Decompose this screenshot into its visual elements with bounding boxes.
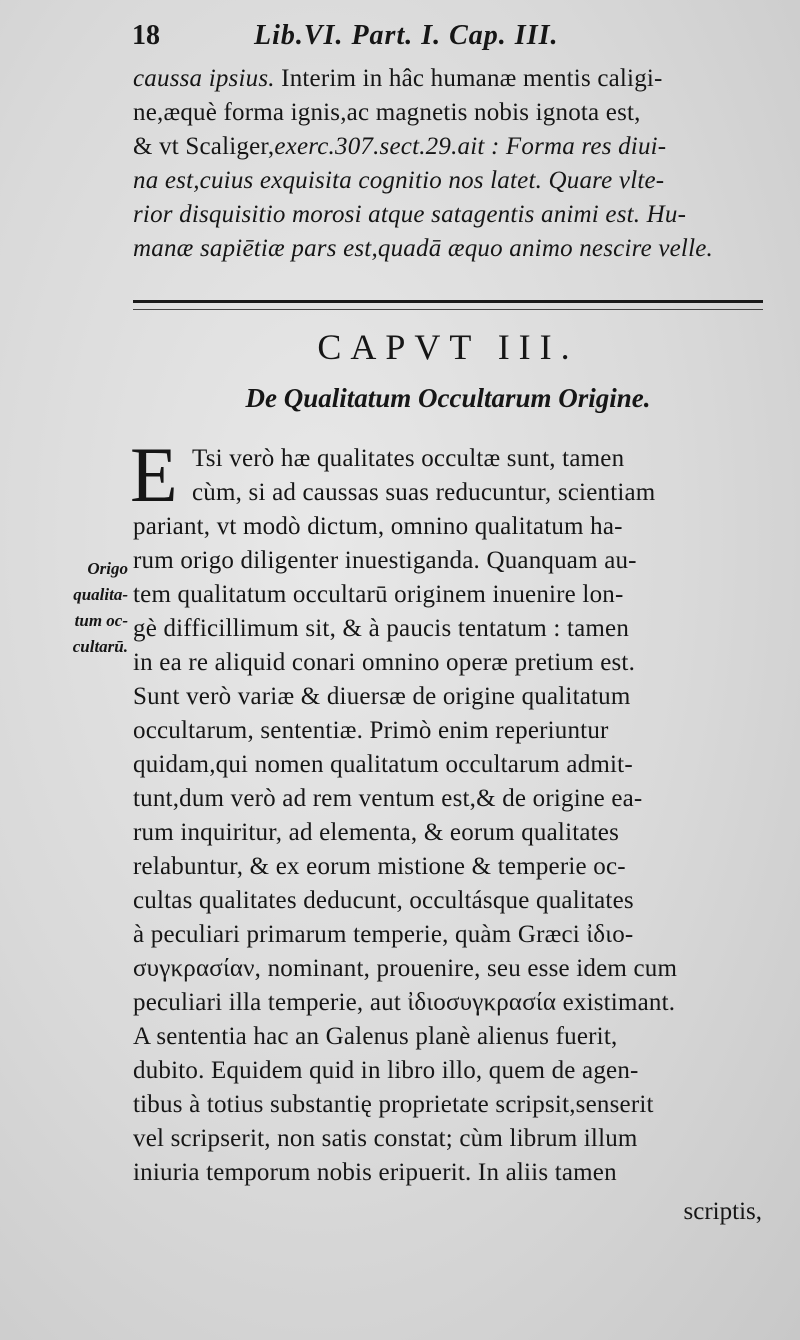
margin-note-line: Origo	[87, 559, 128, 578]
body-line: in ea re aliquid conari omnino operæ pretium est.	[133, 649, 636, 676]
text-line: na est,cuius exquisita cognitio nos latet. Quare vlte-	[133, 167, 665, 194]
body-line: συγκρασίαν, nominant, prouenire, seu esse idem cum	[133, 955, 678, 982]
margin-note	[52, 556, 128, 686]
drop-capital: E	[130, 431, 178, 518]
margin-note-line: tum oc-	[74, 611, 128, 630]
chapter-subtitle: De Qualitatum Occultarum Origine.	[245, 383, 651, 413]
chapter-title: CAPVT III.	[317, 327, 579, 367]
body-line: cultas qualitates deducunt, occultásque qualitates	[133, 887, 634, 914]
body-line: tibus à totius substantię proprietate scripsit,senserit	[133, 1091, 654, 1118]
body-line: tem qualitatum occultarū originem inuenire lon-	[133, 581, 624, 608]
body-line: relabuntur, & ex eorum mistione & temperie oc-	[133, 853, 626, 880]
body-line: à peculiari primarum temperie, quàm Græci ἰδιο-	[133, 921, 634, 948]
margin-note-line: cultarū.	[72, 637, 128, 656]
text-line: caussa ipsius. Interim in hâc humanæ mentis caligi-	[133, 65, 663, 92]
text-line: ne,æquè forma ignis,ac magnetis nobis ignota est,	[133, 99, 641, 126]
body-line: vel scripserit, non satis constat; cùm librum illum	[133, 1125, 638, 1152]
text-line: & vt Scaliger,exerc.307.sect.29.ait : Forma res diui-	[133, 133, 667, 160]
running-head	[132, 20, 662, 60]
body-line: rum origo diligenter inuestiganda. Quanquam au-	[133, 547, 637, 574]
body-line: peculiari illa temperie, aut ἰδιοσυγκρασία existimant.	[133, 989, 676, 1016]
running-title: Lib.VI. Part. I. Cap. III.	[254, 20, 559, 51]
text-line: manæ sapiētiæ pars est,quadā æquo animo nescire velle.	[133, 235, 713, 262]
body-line: A sententia hac an Galenus planè alienus fuerit,	[133, 1023, 618, 1050]
body-line: quidam,qui nomen qualitatum occultarum admit-	[133, 751, 633, 778]
body-line: cùm, si ad caussas suas reducuntur, scientiam	[192, 479, 656, 506]
body-line: Tsi verò hæ qualitates occultæ sunt, tamen	[192, 445, 625, 472]
body-line: dubito. Equidem quid in libro illo, quem de agen-	[133, 1057, 639, 1084]
body-line: occultarum, sententiæ. Primò enim reperiuntur	[133, 717, 609, 744]
catchword: scriptis,	[683, 1198, 762, 1225]
body-line: gè difficillimum sit, & à paucis tentatum : tamen	[133, 615, 630, 642]
text-line: rior disquisitio morosi atque satagentis animi est. Hu-	[133, 201, 687, 228]
body-line: tunt,dum verò ad rem ventum est,& de origine ea-	[133, 785, 643, 812]
body-line: iniuria temporum nobis eripuerit. In aliis tamen	[133, 1159, 617, 1186]
margin-note-line: qualita-	[73, 585, 128, 604]
body-line: pariant, vt modò dictum, omnino qualitatum ha-	[133, 513, 623, 540]
body-line: Sunt verò variæ & diuersæ de origine qualitatum	[133, 683, 631, 710]
section-divider	[133, 300, 763, 310]
page-number: 18	[132, 20, 160, 51]
body-line: rum inquiritur, ad elementa, & eorum qualitates	[133, 819, 620, 846]
